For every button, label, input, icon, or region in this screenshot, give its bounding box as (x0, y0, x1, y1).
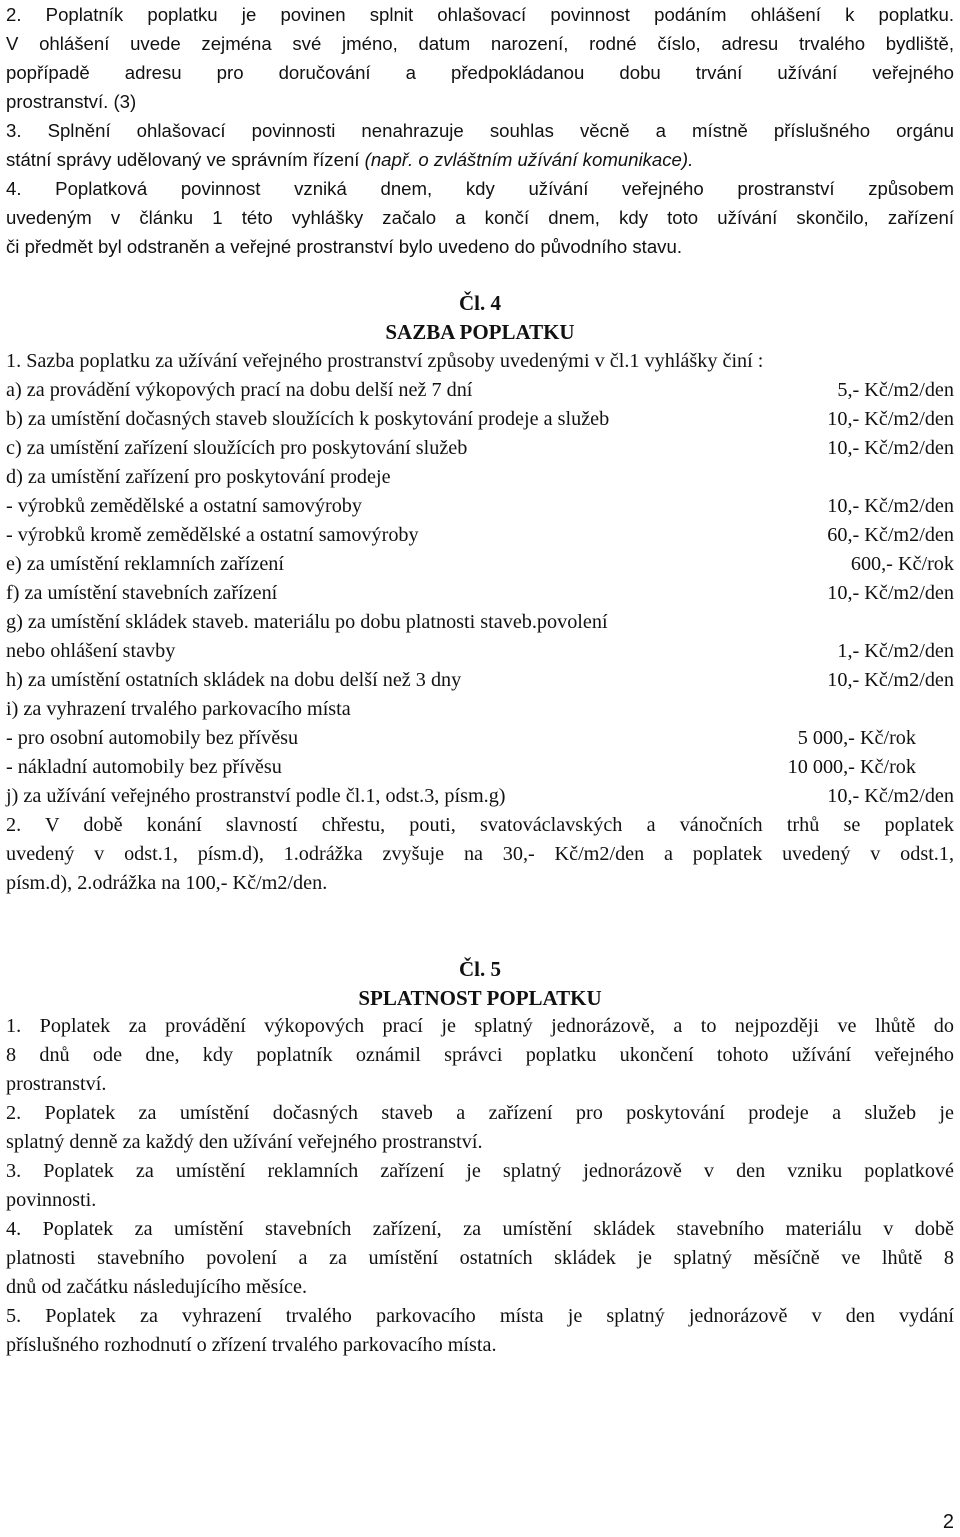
rate-label: e) za umístění reklamních zařízení (6, 553, 285, 575)
text-line: 3. Splnění ohlašovací povinnosti nenahrazuje souhlas věcně a místně příslušného orgánu (6, 120, 954, 141)
rate-row (6, 463, 954, 492)
rate-value: 10,- Kč/m2/den (827, 669, 954, 691)
rate-value: 60,- Kč/m2/den (827, 524, 954, 546)
rate-value: 1,- Kč/m2/den (837, 640, 954, 662)
article-number: Čl. 4 (459, 291, 501, 315)
rate-value: 10,- Kč/m2/den (827, 408, 954, 430)
rate-row (6, 666, 954, 695)
rate-value: 10,- Kč/m2/den (827, 785, 954, 807)
article-number: Čl. 5 (459, 957, 501, 981)
rate-label: b) za umístění dočasných staveb sloužících k poskytování prodeje a služeb (6, 408, 610, 430)
text-line (6, 145, 954, 174)
rate-label: j) za užívání veřejného prostranství podle čl.1, odst.3, písm.g) (6, 785, 506, 807)
article-title: SAZBA POPLATKU (385, 320, 575, 344)
text-line: 8 dnů ode dne, kdy poplatník oznámil správci poplatku ukončení tohoto užívání veřejného (6, 1044, 954, 1066)
text-line: prostranství. (3) (6, 91, 137, 112)
text-line: či předmět byl odstraněn a veřejné prostranství bylo uvedeno do původního stavu. (6, 236, 682, 257)
rate-row (6, 782, 954, 811)
rate-label: nebo ohlášení stavby (6, 640, 176, 662)
rate-row (6, 753, 954, 782)
rate-row (6, 376, 954, 405)
text-line: 1. Poplatek za provádění výkopových prací je splatný jednorázově, a to nejpozději ve lhůtě do (6, 1015, 954, 1037)
text-line: platnosti stavebního povolení a za umístění ostatních skládek je splatný měsíčně ve lhůtě 8 (6, 1247, 954, 1269)
text-line: uvedený v odst.1, písm.d), 1.odrážka zvyšuje na 30,- Kč/m2/den a poplatek uvedený v odst.1, (6, 843, 954, 865)
text-line: splatný denně za každý den užívání veřejného prostranství. (6, 1131, 483, 1153)
rate-label: - výrobků kromě zemědělské a ostatní samovýroby (6, 524, 419, 546)
text-line: 4. Poplatková povinnost vzniká dnem, kdy užívání veřejného prostranství způsobem (6, 178, 954, 199)
rate-label: i) za vyhrazení trvalého parkovacího místa (6, 698, 351, 720)
text-line: 2. Poplatek za umístění dočasných staveb a zařízení pro poskytování prodeje a služeb je (6, 1102, 954, 1124)
article-title: SPLATNOST POPLATKU (358, 986, 602, 1010)
rate-row (6, 550, 954, 579)
rate-row (6, 695, 954, 724)
rate-value: 5 000,- Kč/rok (797, 727, 916, 749)
text-line: 3. Poplatek za umístění reklamních zařízení je splatný jednorázově v den vzniku poplatkové (6, 1160, 954, 1182)
text-segment: státní správy udělovaný ve správním řízení (6, 149, 360, 170)
text-line: 2. V době konání slavností chřestu, pouti, svatováclavských a vánočních trhů se poplatek (6, 814, 954, 836)
rate-label: - nákladní automobily bez přívěsu (6, 756, 282, 778)
rate-label: - pro osobní automobily bez přívěsu (6, 727, 299, 749)
rate-label: a) za provádění výkopových prací na dobu delší než 7 dní (6, 379, 473, 401)
text-line: prostranství. (6, 1073, 107, 1095)
rate-value: 10,- Kč/m2/den (827, 582, 954, 604)
rate-value: 600,- Kč/rok (850, 553, 954, 575)
rate-value: 10 000,- Kč/rok (787, 756, 916, 778)
rate-value: 10,- Kč/m2/den (827, 495, 954, 517)
text-line: V ohlášení uvede zejména své jméno, datum narození, rodné číslo, adresu trvalého bydliště, (6, 33, 954, 54)
text-line: uvedeným v článku 1 této vyhlášky začalo a končí dnem, kdy toto užívání skončilo, zařízení (6, 207, 954, 228)
text-line: 2. Poplatník poplatku je povinen splnit ohlašovací povinnost podáním ohlášení k poplatku. (6, 4, 954, 25)
rate-label: c) za umístění zařízení sloužících pro poskytování služeb (6, 437, 468, 459)
rate-row (6, 521, 954, 550)
rate-row (6, 637, 954, 666)
text-line: popřípadě adresu pro doručování a předpokládanou dobu trvání užívání veřejného (6, 62, 954, 83)
rate-label: h) za umístění ostatních skládek na dobu delší než 3 dny (6, 669, 462, 691)
rate-row (6, 579, 954, 608)
rate-label: d) za umístění zařízení pro poskytování prodeje (6, 466, 391, 488)
rate-label: g) za umístění skládek staveb. materiálu po dobu platnosti staveb.povolení (6, 611, 608, 633)
rate-row (6, 724, 954, 753)
rate-value: 5,- Kč/m2/den (837, 379, 954, 401)
rate-row (6, 608, 954, 637)
page-number: 2 (942, 1511, 954, 1533)
text-segment-italic: (např. o zvláštním užívání komunikace). (364, 149, 694, 170)
rate-label: - výrobků zemědělské a ostatní samovýroby (6, 495, 362, 517)
text-line: dnů od začátku následujícího měsíce. (6, 1276, 308, 1298)
rate-label: f) za umístění stavebních zařízení (6, 582, 278, 604)
text-line: 4. Poplatek za umístění stavebních zařízení, za umístění skládek stavebního materiálu v době (6, 1218, 954, 1240)
rate-intro: 1. Sazba poplatku za užívání veřejného prostranství způsoby uvedenými v čl.1 vyhlášky činí : (6, 350, 764, 372)
text-line: písm.d), 2.odrážka na 100,- Kč/m2/den. (6, 872, 328, 894)
text-line: povinnosti. (6, 1189, 97, 1211)
rate-row (6, 492, 954, 521)
text-line: 5. Poplatek za vyhrazení trvalého parkovacího místa je splatný jednorázově v den vydání (6, 1305, 954, 1327)
text-line: příslušného rozhodnutí o zřízení trvalého parkovacího místa. (6, 1334, 497, 1356)
rate-row (6, 405, 954, 434)
rate-row (6, 434, 954, 463)
rate-value: 10,- Kč/m2/den (827, 437, 954, 459)
